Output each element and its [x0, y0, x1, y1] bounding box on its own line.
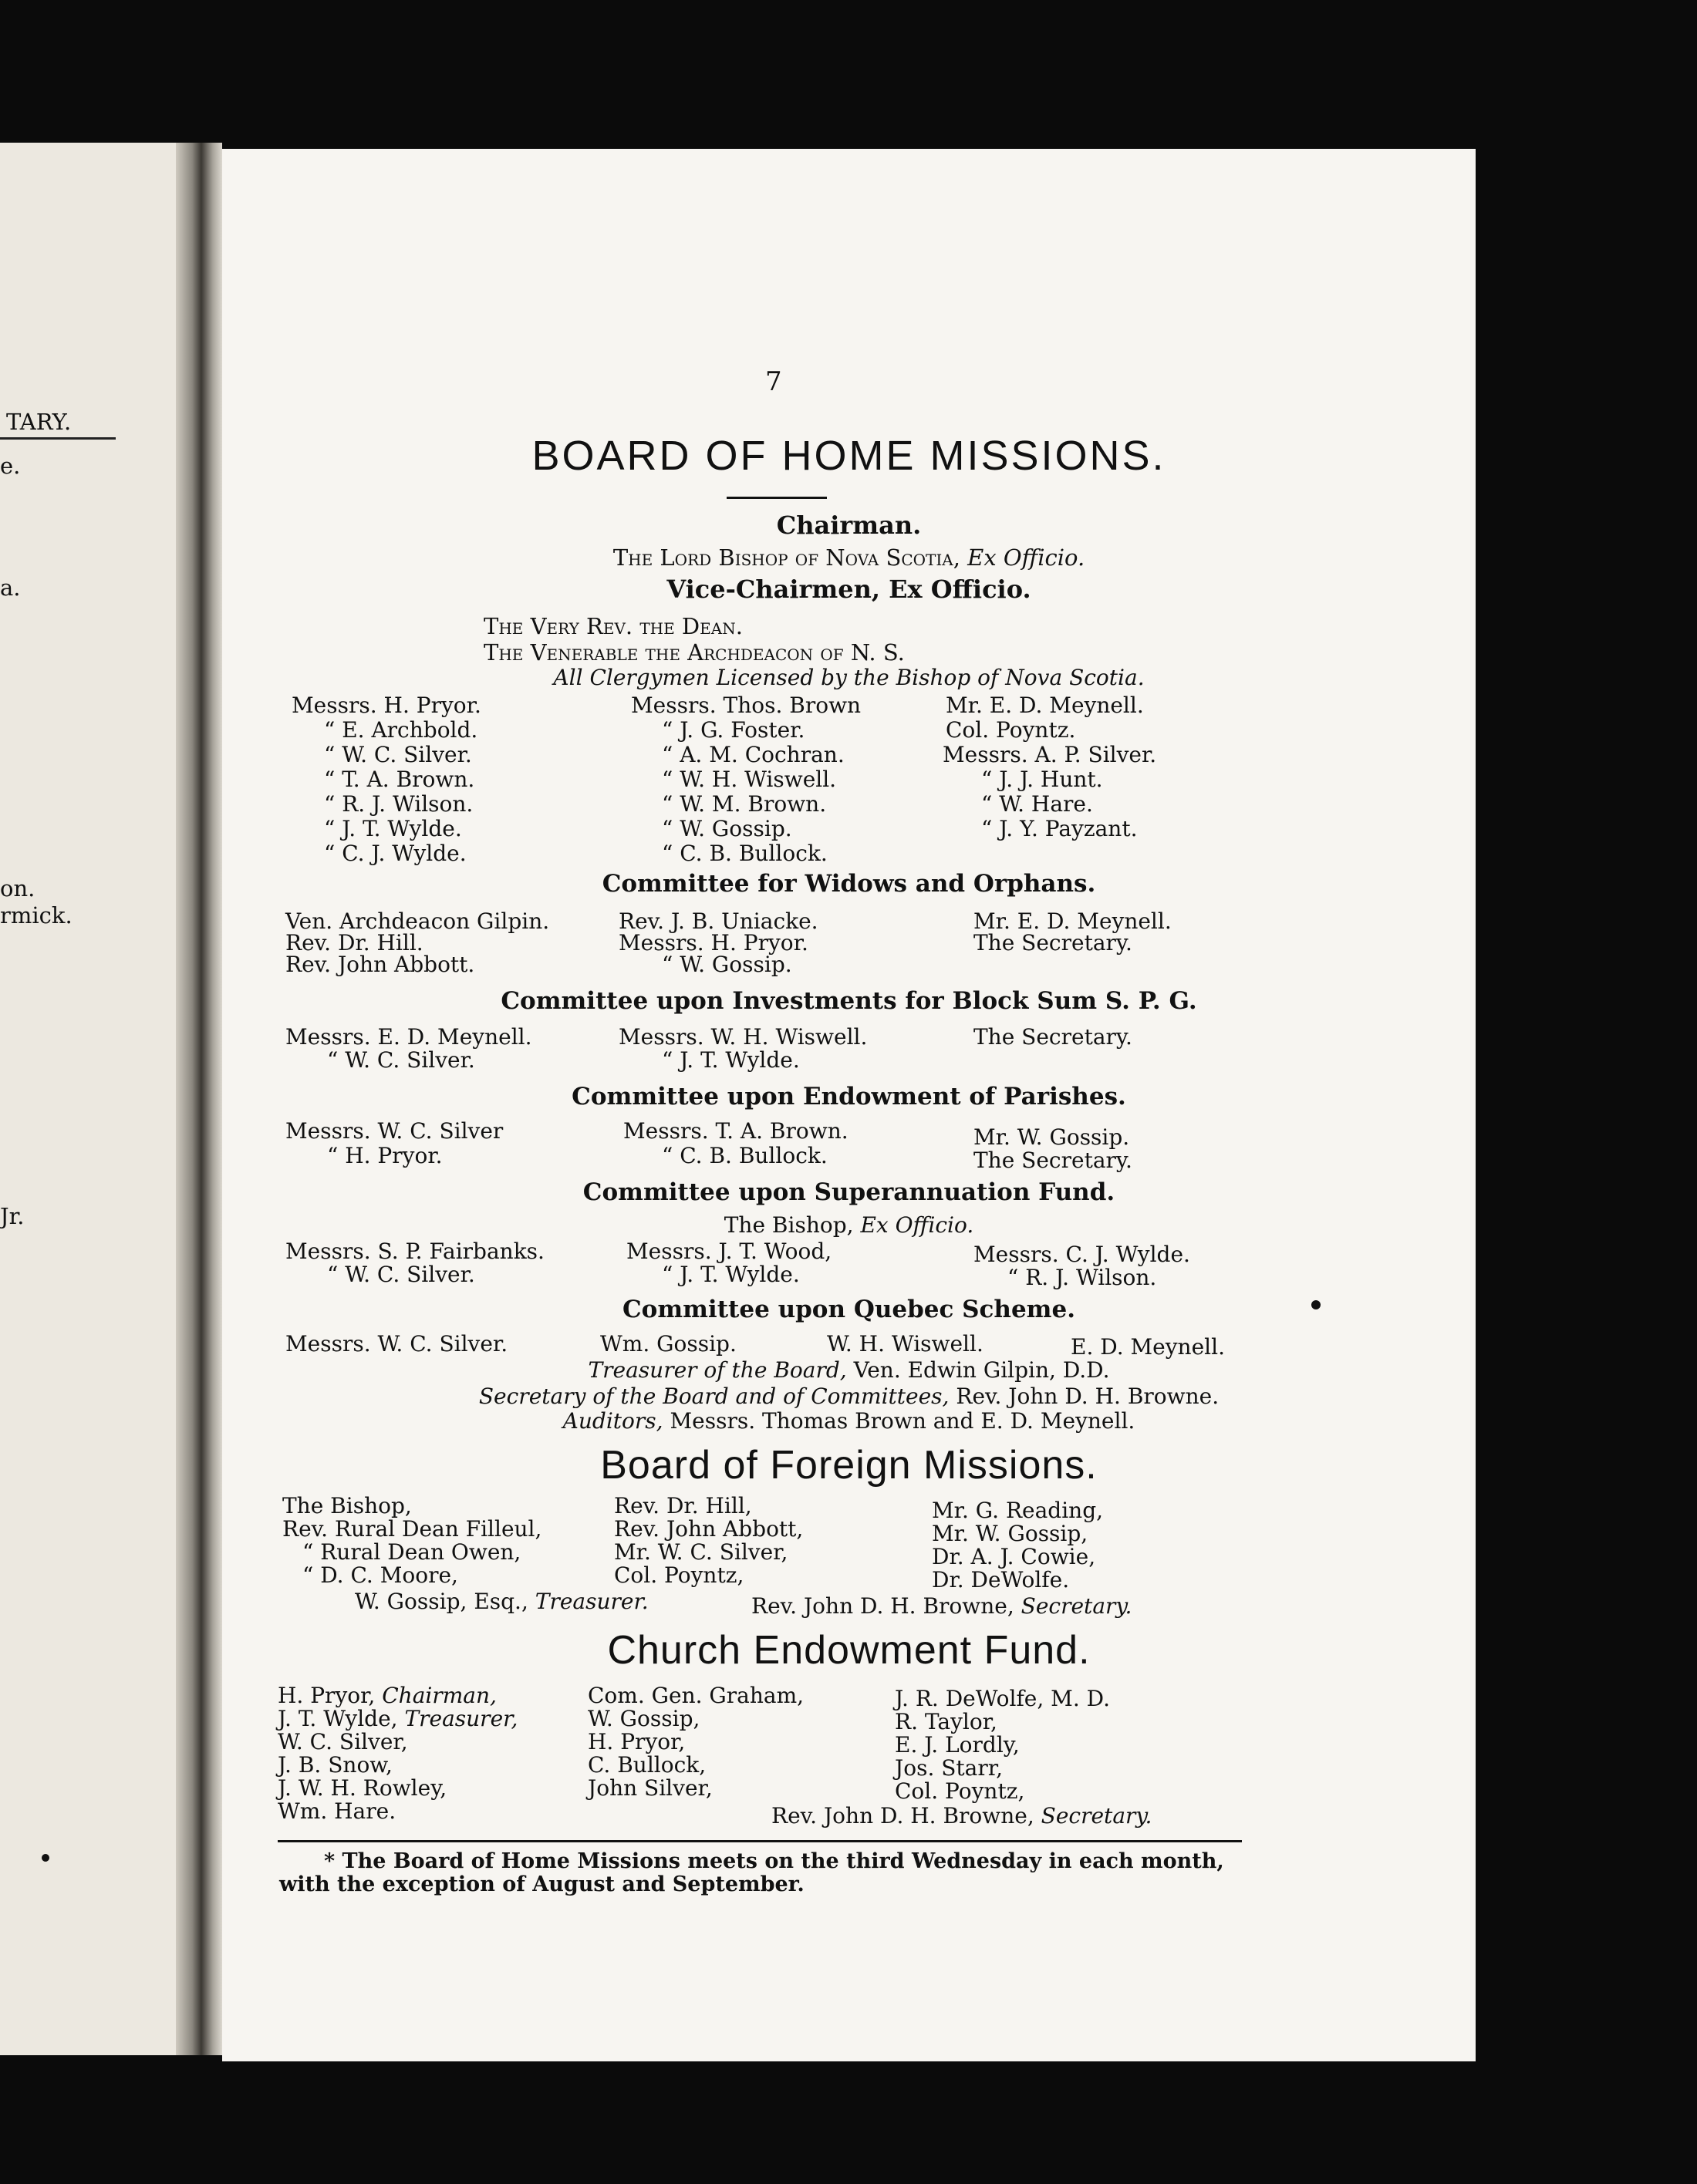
member-name: Messrs. H. Pryor.	[292, 693, 481, 718]
ink-spot	[1311, 1300, 1321, 1309]
foreign-secretary-name: Rev. John D. H. Browne,	[751, 1593, 1014, 1619]
member-name: Messrs. W. H. Wiswell.	[619, 1024, 868, 1050]
foreign-treasurer-role: Treasurer.	[535, 1589, 649, 1614]
member-name: “ Rural Dean Owen,	[302, 1539, 521, 1565]
church-endowment-title: Church Endowment Fund.	[607, 1628, 1091, 1673]
page-number: 7	[765, 366, 782, 397]
member-name: “ A. M. Cochran.	[662, 742, 845, 767]
member-name: W. C. Silver,	[278, 1729, 408, 1754]
member-name: E. J. Lordly,	[895, 1732, 1020, 1758]
member-name: Rev. J. B. Uniacke.	[619, 908, 818, 934]
chairman-name: The Lord Bishop of Nova Scotia,	[612, 544, 960, 571]
member-name: Col. Poyntz,	[895, 1778, 1025, 1804]
member-name: Com. Gen. Graham,	[588, 1683, 805, 1708]
member-role: Chairman,	[382, 1683, 497, 1708]
member-name: “ E. Archbold.	[324, 717, 478, 743]
left-fragment: rmick.	[0, 902, 73, 929]
auditors-label: Auditors,	[562, 1408, 663, 1434]
member-name: Messrs. E. D. Meynell.	[285, 1024, 532, 1050]
member-name: Rev. John Abbott.	[285, 952, 475, 977]
member-name: The Secretary.	[973, 1024, 1132, 1050]
chairman-heading: Chairman.	[776, 511, 922, 540]
member-name: “ W. H. Wiswell.	[662, 767, 837, 792]
member-name: “ W. C. Silver.	[327, 1262, 475, 1287]
auditors-names: Messrs. Thomas Brown and E. D. Meynell.	[670, 1408, 1135, 1434]
member-name: C. Bullock,	[588, 1752, 707, 1778]
member-name: “ W. C. Silver.	[327, 1047, 475, 1073]
member-name: J. B. Snow,	[278, 1752, 393, 1778]
member-name: J. T. Wylde,	[278, 1706, 398, 1731]
member-name: Rev. Dr. Hill,	[614, 1493, 752, 1518]
secretary-label: Secretary of the Board and of Committees,	[478, 1384, 950, 1409]
member-name: “ W. Gossip.	[662, 816, 792, 841]
clergy-line: All Clergymen Licensed by the Bishop of Nova Scotia.	[553, 665, 1145, 690]
superannuation-bishop: The Bishop,	[724, 1212, 854, 1238]
chairman-ex-officio: Ex Officio.	[967, 544, 1085, 571]
book-spine	[176, 143, 222, 2055]
member-name: Dr. A. J. Cowie,	[932, 1544, 1096, 1569]
member-name: “ J. Y. Payzant.	[981, 816, 1138, 841]
member-name: “ C. B. Bullock.	[662, 841, 828, 866]
member-name: Mr. W. C. Silver,	[614, 1539, 788, 1565]
member-name: Messrs. H. Pryor.	[619, 930, 808, 956]
footnote-line-1: * The Board of Home Missions meets on the third Wednesday in each month,	[324, 1849, 1224, 1873]
vice-chairmen-heading: Vice-Chairmen, Ex Officio.	[666, 575, 1031, 604]
superannuation-ex-officio: Ex Officio.	[860, 1212, 974, 1238]
member-name: Mr. E. D. Meynell.	[973, 908, 1172, 934]
member-name: E. D. Meynell.	[1071, 1334, 1225, 1360]
secretary-name: Rev. John D. H. Browne.	[956, 1384, 1220, 1409]
member-name: Messrs. J. T. Wood,	[626, 1239, 832, 1264]
member-name: W. Gossip,	[588, 1706, 700, 1731]
member-name: Messrs. A. P. Silver.	[943, 742, 1157, 767]
member-name: The Bishop,	[282, 1493, 412, 1518]
member-name: Mr. E. D. Meynell.	[946, 693, 1144, 718]
member-name: “ W. M. Brown.	[662, 791, 827, 817]
member-name: Wm. Hare.	[278, 1798, 396, 1824]
vice-chairman-dean: The Very Rev. the Dean.	[484, 613, 743, 639]
member-name: “ J. T. Wylde.	[662, 1262, 800, 1287]
member-name: “ C. B. Bullock.	[662, 1143, 828, 1168]
vice-chairman-archdeacon: The Venerable the Archdeacon of N. S.	[484, 639, 905, 666]
member-name: “ W. Hare.	[981, 791, 1093, 817]
member-name: “ R. J. Wilson.	[324, 791, 474, 817]
member-name: The Secretary.	[973, 1148, 1132, 1173]
member-name: W. H. Wiswell.	[827, 1331, 983, 1357]
member-name: Messrs. W. C. Silver.	[285, 1331, 508, 1357]
member-name: Wm. Gossip.	[600, 1331, 737, 1357]
member-name: “ T. A. Brown.	[324, 767, 475, 792]
member-name: Col. Poyntz.	[946, 717, 1076, 743]
member-name: Ven. Archdeacon Gilpin.	[285, 908, 550, 934]
member-name: “ W. C. Silver.	[324, 742, 472, 767]
left-fragment: Jr.	[0, 1203, 25, 1229]
member-name: Messrs. Thos. Brown	[631, 693, 862, 718]
left-page-rule	[0, 437, 116, 440]
member-name: Rev. John Abbott,	[614, 1516, 804, 1542]
member-name: Messrs. C. J. Wylde.	[973, 1242, 1190, 1267]
left-fragment: e.	[0, 453, 21, 479]
member-name: The Secretary.	[973, 930, 1132, 956]
foreign-missions-title: Board of Foreign Missions.	[600, 1443, 1098, 1488]
superannuation-heading: Committee upon Superannuation Fund.	[582, 1178, 1115, 1206]
member-name: Jos. Starr,	[895, 1755, 1003, 1781]
title-rule	[727, 497, 827, 499]
church-secretary-role: Secretary.	[1041, 1803, 1152, 1828]
footnote-rule	[278, 1840, 1242, 1842]
member-name: R. Taylor,	[895, 1709, 997, 1734]
widows-heading: Committee for Widows and Orphans.	[602, 870, 1096, 898]
member-name: J. W. H. Rowley,	[278, 1775, 447, 1801]
member-name: “ J. T. Wylde.	[324, 816, 462, 841]
member-name: Col. Poyntz,	[614, 1562, 744, 1588]
member-name: Mr. W. Gossip,	[932, 1521, 1088, 1546]
investments-heading: Committee upon Investments for Block Sum S. P. G.	[501, 987, 1197, 1015]
member-name: “ J. G. Foster.	[662, 717, 805, 743]
left-fragment: a.	[0, 575, 21, 601]
member-name: Mr. G. Reading,	[932, 1498, 1104, 1523]
member-name: H. Pryor,	[278, 1683, 376, 1708]
member-name: J. R. DeWolfe, M. D.	[895, 1686, 1111, 1711]
member-name: “ H. Pryor.	[327, 1143, 443, 1168]
church-secretary-name: Rev. John D. H. Browne,	[771, 1803, 1034, 1828]
member-name: John Silver,	[588, 1775, 713, 1801]
member-name: Messrs. W. C. Silver	[285, 1118, 504, 1144]
treasurer-label: Treasurer of the Board,	[588, 1357, 847, 1383]
member-name: Rev. Dr. Hill.	[285, 930, 423, 956]
member-name: “ J. T. Wylde.	[662, 1047, 800, 1073]
foreign-treasurer-name: W. Gossip, Esq.,	[355, 1589, 528, 1614]
member-name: Mr. W. Gossip.	[973, 1124, 1130, 1150]
member-name: “ D. C. Moore,	[302, 1562, 458, 1588]
footnote-line-2: with the exception of August and September.	[279, 1872, 805, 1896]
member-name: “ J. J. Hunt.	[981, 767, 1103, 792]
member-name: Messrs. T. A. Brown.	[623, 1118, 848, 1144]
member-name: Dr. DeWolfe.	[932, 1567, 1070, 1592]
member-name: “ W. Gossip.	[662, 952, 792, 977]
member-name: Rev. Rural Dean Filleul,	[282, 1516, 542, 1542]
home-missions-title: BOARD OF HOME MISSIONS.	[531, 433, 1166, 479]
foreign-secretary-role: Secretary.	[1021, 1593, 1132, 1619]
member-name: “ R. J. Wilson.	[1007, 1265, 1157, 1290]
ink-spot	[42, 1854, 49, 1862]
member-name: “ C. J. Wylde.	[324, 841, 467, 866]
member-name: H. Pryor,	[588, 1729, 686, 1754]
treasurer-name: Ven. Edwin Gilpin, D.D.	[853, 1357, 1110, 1383]
member-role: Treasurer,	[404, 1706, 518, 1731]
endowment-parishes-heading: Committee upon Endowment of Parishes.	[572, 1083, 1126, 1111]
quebec-heading: Committee upon Quebec Scheme.	[622, 1296, 1075, 1323]
left-fragment: TARY.	[6, 409, 72, 435]
left-fragment: on.	[0, 875, 35, 902]
member-name: Messrs. S. P. Fairbanks.	[285, 1239, 545, 1264]
